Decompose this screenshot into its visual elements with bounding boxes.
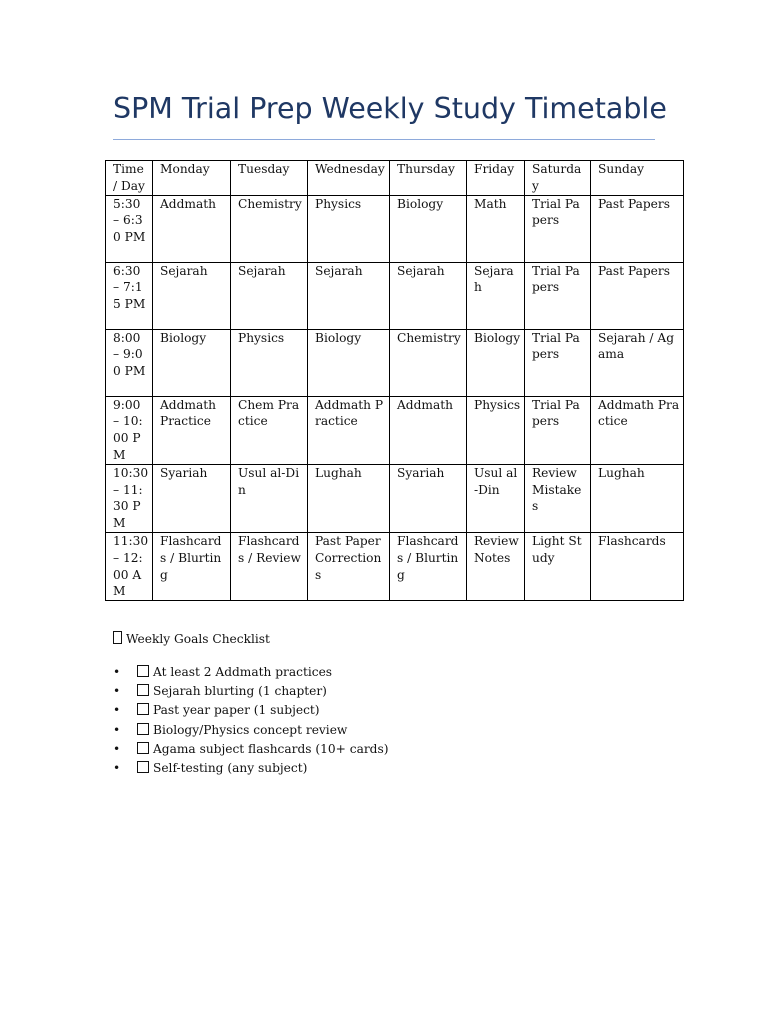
goal-text: Biology/Physics concept review	[153, 722, 348, 737]
subject-cell: Past Papers	[591, 262, 684, 329]
missing-emoji-glyph-icon	[113, 631, 122, 644]
table-row	[106, 262, 684, 329]
subject-cell: Sejarah / Agama	[591, 329, 684, 396]
header-cell-saturday: Saturday	[525, 161, 591, 196]
header-cell-wednesday: Wednesday	[308, 161, 390, 196]
bullet-icon: •	[113, 703, 121, 718]
list-item	[113, 759, 388, 778]
goals-heading-text: Weekly Goals Checklist	[126, 632, 270, 646]
subject-cell: Addmath Practice	[308, 396, 390, 464]
goals-heading	[113, 631, 270, 648]
title-underline	[113, 139, 655, 140]
subject-cell: Sejarah	[390, 262, 467, 329]
goal-text: Self-testing (any subject)	[153, 761, 308, 776]
time-slot-cell: 10:30 – 11:30 PM	[106, 464, 153, 532]
subject-cell: Usul al-Din	[231, 464, 308, 532]
subject-cell: Usul al-Din	[467, 464, 525, 532]
subject-cell: Lughah	[591, 464, 684, 532]
subject-cell: Biology	[308, 329, 390, 396]
subject-cell: Physics	[231, 329, 308, 396]
subject-cell: Chem Practice	[231, 396, 308, 464]
header-cell-sunday: Sunday	[591, 161, 684, 196]
list-item	[113, 721, 388, 740]
subject-cell: Physics	[467, 396, 525, 464]
time-slot-cell: 8:00 – 9:00 PM	[106, 329, 153, 396]
bullet-icon: •	[113, 722, 121, 737]
list-item	[113, 682, 388, 701]
page-title: SPM Trial Prep Weekly Study Timetable	[113, 92, 667, 125]
subject-cell: Syariah	[153, 464, 231, 532]
subject-cell: Review Notes	[467, 532, 525, 600]
goal-text: Sejarah blurting (1 chapter)	[153, 684, 327, 699]
list-item	[113, 701, 388, 720]
subject-cell: Syariah	[390, 464, 467, 532]
subject-cell: Trial Papers	[525, 262, 591, 329]
subject-cell: Addmath	[390, 396, 467, 464]
header-cell-tuesday: Tuesday	[231, 161, 308, 196]
subject-cell: Flashcards / Review	[231, 532, 308, 600]
subject-cell: Biology	[153, 329, 231, 396]
table-row	[106, 396, 684, 464]
subject-cell: Trial Papers	[525, 195, 591, 262]
subject-cell: Addmath	[153, 195, 231, 262]
table-row	[106, 464, 684, 532]
table-row	[106, 195, 684, 262]
checkbox-icon[interactable]	[137, 761, 149, 773]
subject-cell: Sejarah	[467, 262, 525, 329]
checkbox-icon[interactable]	[137, 684, 149, 696]
header-cell-friday: Friday	[467, 161, 525, 196]
subject-cell: Lughah	[308, 464, 390, 532]
time-slot-cell: 11:30 – 12:00 AM	[106, 532, 153, 600]
subject-cell: Past Paper Corrections	[308, 532, 390, 600]
header-cell-monday: Monday	[153, 161, 231, 196]
subject-cell: Sejarah	[153, 262, 231, 329]
subject-cell: Addmath Practice	[591, 396, 684, 464]
subject-cell: Review Mistakes	[525, 464, 591, 532]
list-item	[113, 740, 388, 759]
checkbox-icon[interactable]	[137, 665, 149, 677]
header-cell-time-day: Time / Day	[106, 161, 153, 196]
checkbox-icon[interactable]	[137, 742, 149, 754]
goals-checklist	[113, 663, 388, 778]
timetable	[105, 160, 684, 601]
checkbox-icon[interactable]	[137, 703, 149, 715]
goal-text: At least 2 Addmath practices	[153, 665, 333, 679]
subject-cell: Light Study	[525, 532, 591, 600]
subject-cell: Flashcards / Blurting	[390, 532, 467, 600]
list-item	[113, 663, 388, 682]
subject-cell: Physics	[308, 195, 390, 262]
subject-cell: Trial Papers	[525, 396, 591, 464]
time-slot-cell: 5:30 – 6:30 PM	[106, 195, 153, 262]
subject-cell: Biology	[390, 195, 467, 262]
table-row	[106, 532, 684, 600]
timetable-header-row	[106, 161, 684, 196]
subject-cell: Trial Papers	[525, 329, 591, 396]
subject-cell: Math	[467, 195, 525, 262]
table-row	[106, 329, 684, 396]
subject-cell: Flashcards / Blurting	[153, 532, 231, 600]
checkbox-icon[interactable]	[137, 723, 149, 735]
subject-cell: Sejarah	[231, 262, 308, 329]
subject-cell: Addmath Practice	[153, 396, 231, 464]
subject-cell: Sejarah	[308, 262, 390, 329]
bullet-icon: •	[113, 665, 121, 679]
subject-cell: Flashcards	[591, 532, 684, 600]
goal-text: Agama subject flashcards (10+ cards)	[153, 741, 389, 756]
subject-cell: Chemistry	[231, 195, 308, 262]
bullet-icon: •	[113, 761, 121, 776]
bullet-icon: •	[113, 684, 121, 699]
time-slot-cell: 6:30 – 7:15 PM	[106, 262, 153, 329]
subject-cell: Past Papers	[591, 195, 684, 262]
header-cell-thursday: Thursday	[390, 161, 467, 196]
bullet-icon: •	[113, 741, 121, 756]
time-slot-cell: 9:00 – 10:00 PM	[106, 396, 153, 464]
subject-cell: Chemistry	[390, 329, 467, 396]
subject-cell: Biology	[467, 329, 525, 396]
goal-text: Past year paper (1 subject)	[153, 703, 320, 718]
